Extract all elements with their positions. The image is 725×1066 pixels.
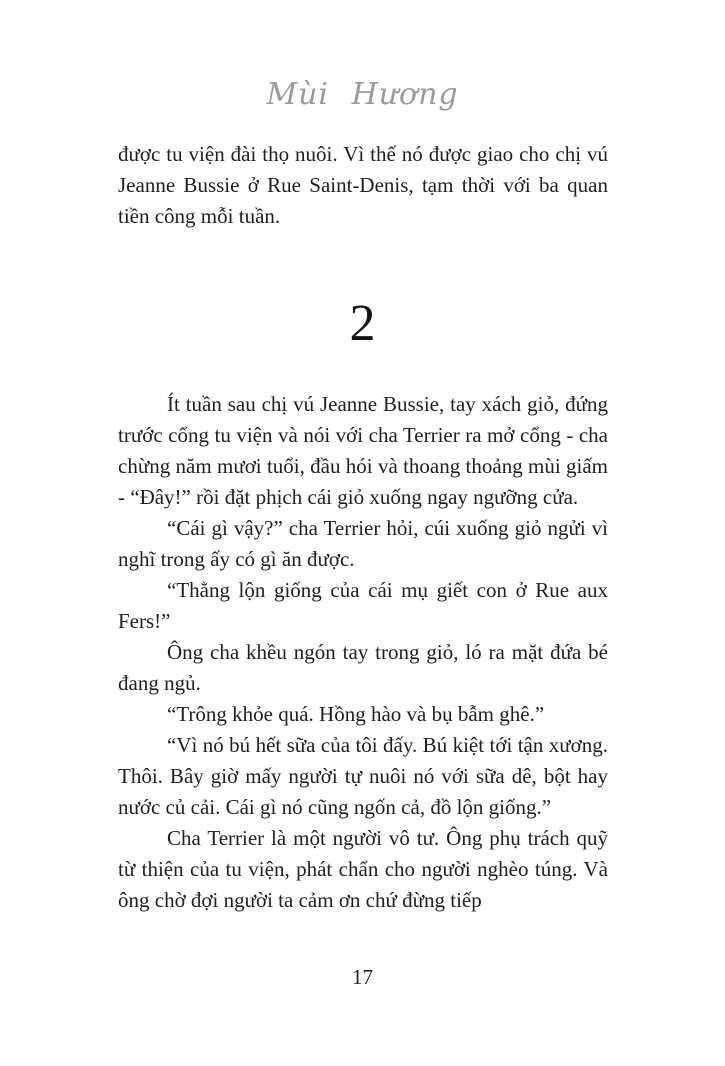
paragraph: Cha Terrier là một người vô tư. Ông phụ trách quỹ từ thiện của tu viện, phát chẩn cho người nghèo túng. Và ông chờ đợi người ta cảm ơn chứ đừng tiếp: [118, 826, 608, 912]
paragraph: Ông cha khều ngón tay trong giỏ, ló ra mặt đứa bé đang ngủ.: [118, 640, 608, 695]
paragraph: “Cái gì vậy?” cha Terrier hỏi, cúi xuống giỏ ngửi vì nghĩ trong ấy có gì ăn được.: [118, 516, 608, 571]
paragraph: “Vì nó bú hết sữa của tôi đấy. Bú kiệt tới tận xương. Thôi. Bây giờ mấy người tự nuôi nó với sữa dê, bột hay nước củ cải. Cái gì nó cũng ngốn cả, đồ lộn giống.”: [118, 733, 608, 819]
paragraph-continuation: được tu viện đài thọ nuôi. Vì thế nó được giao cho chị vú Jeanne Bussie ở Rue Saint-Denis, tạm thời với ba quan tiền công mỗi tuần.: [118, 142, 608, 228]
chapter-number: 2: [349, 295, 376, 352]
paragraph: “Thằng lộn giống của cái mụ giết con ở Rue aux Fers!”: [118, 578, 608, 633]
chapter-body: [118, 389, 608, 916]
paragraph: Ít tuần sau chị vú Jeanne Bussie, tay xách giỏ, đứng trước cổng tu viện và nói với cha Terrier ra mở cổng - cha chừng năm mươi tuổi, đầu hói và thoang thoảng mùi giấm - “Đây!” rồi đặt phịch cái giỏ xuống ngay ngưỡng cửa.: [118, 392, 608, 509]
paragraph: “Trông khỏe quá. Hồng hào và bụ bẫm ghê.”: [167, 702, 545, 726]
running-header-title: Mùi Hương: [266, 77, 459, 112]
page-number: 17: [352, 965, 373, 989]
